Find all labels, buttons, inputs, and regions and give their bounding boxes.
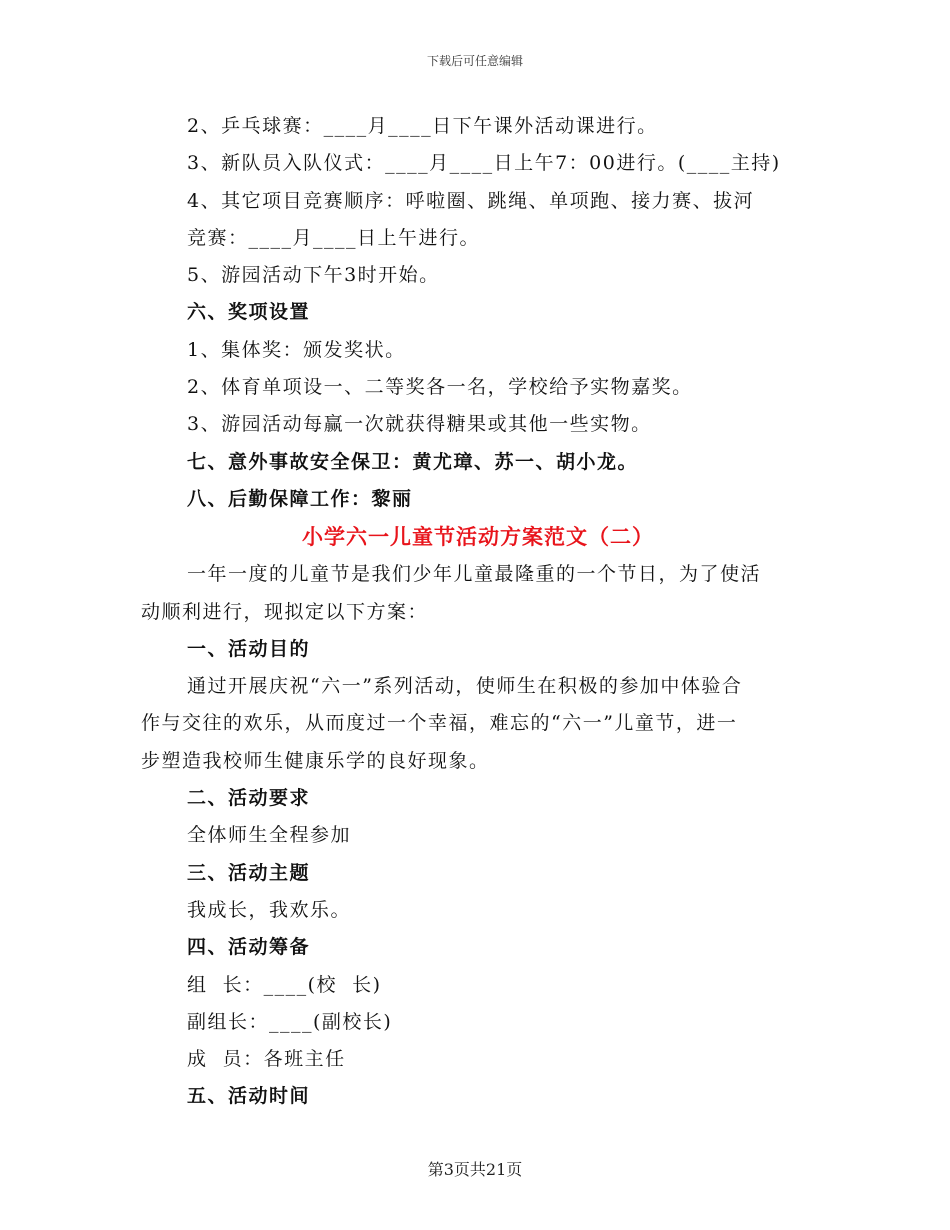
time-heading: 五、活动时间 — [187, 1085, 311, 1108]
security-heading: 七、意外事故安全保卫：黄尤璋、苏一、胡小龙。 — [187, 450, 639, 473]
award-item-2: 2、体育单项设一、二等奖各一名，学校给予实物嘉奖。 — [187, 376, 693, 399]
award-item-3: 3、游园活动每赢一次就获得糖果或其他一些实物。 — [187, 413, 652, 436]
goal-line-2: 作与交往的欢乐，从而度过一个幸福，难忘的“六一”儿童节，进一 — [141, 712, 738, 735]
goal-line-1: 通过开展庆祝“六一”系列活动，使师生在积极的参加中体验合 — [187, 675, 743, 698]
document-body — [141, 108, 801, 1116]
goal-line-3: 步塑造我校师生健康乐学的良好现象。 — [141, 749, 490, 772]
preparation-deputy: 副组长：____(副校长) — [187, 1010, 393, 1033]
awards-heading: 六、奖项设置 — [187, 301, 311, 324]
induction-item: 3、新队员入队仪式：____月____日上午7：00进行。(____主持) — [187, 152, 781, 175]
competition-order-item-cont: 竞赛：____月____日上午进行。 — [187, 226, 481, 249]
preparation-leader: 组 长：____(校 长) — [187, 973, 382, 996]
intro-line-2: 动顺利进行，现拟定以下方案： — [141, 600, 429, 623]
intro-line-1: 一年一度的儿童节是我们少年儿童最隆重的一个节日，为了使活 — [187, 563, 762, 586]
award-item-1: 1、集体奖：颁发奖状。 — [187, 338, 406, 361]
logistics-heading: 八、后勤保障工作：黎丽 — [187, 487, 413, 510]
theme-text: 我成长，我欢乐。 — [187, 898, 352, 921]
goal-heading: 一、活动目的 — [187, 637, 311, 660]
requirement-text: 全体师生全程参加 — [187, 824, 352, 847]
theme-heading: 三、活动主题 — [187, 861, 311, 884]
page-number: 第3页共21页 — [427, 1160, 523, 1179]
preparation-members: 成 员：各班主任 — [187, 1048, 346, 1071]
pingpong-item: 2、乒乓球赛：____月____日下午课外活动课进行。 — [187, 115, 658, 137]
page-header: 下载后可任意编辑 — [426, 54, 523, 68]
section-title: 小学六一儿童节活动方案范文（二） — [302, 524, 654, 550]
competition-order-item: 4、其它项目竞赛顺序：呼啦圈、跳绳、单项跑、接力赛、拔河 — [187, 189, 755, 212]
garden-activity-item: 5、游园活动下午3时开始。 — [187, 264, 440, 287]
requirement-heading: 二、活动要求 — [187, 787, 311, 810]
preparation-heading: 四、活动筹备 — [187, 936, 311, 959]
